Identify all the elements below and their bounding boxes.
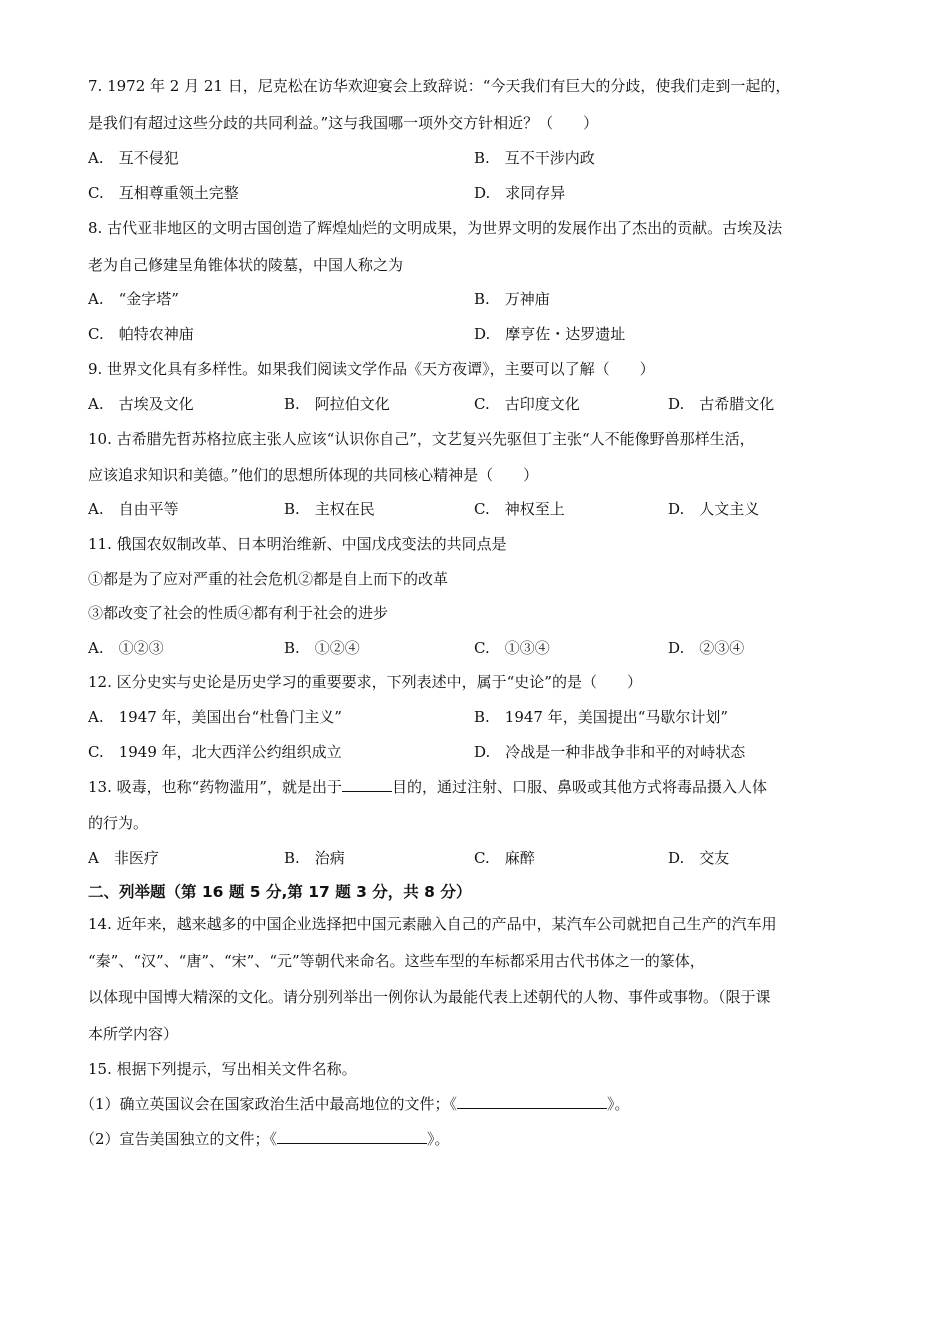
q15-item-1-answer-blank[interactable] bbox=[457, 1094, 607, 1109]
q7-stem-line2: 是我们有超过这些分歧的共同利益。”这与我国哪一项外交方针相近？（ ） bbox=[88, 114, 599, 132]
q7-option-d: D. 求同存异 bbox=[474, 184, 566, 202]
q7-option-b: B. 互不干涉内政 bbox=[474, 149, 595, 167]
q11-option-a: A. ①②③ bbox=[88, 639, 164, 657]
q14-stem-line3: 以体现中国博大精深的文化。请分别列举出一例你认为最能代表上述朝代的人物、事件或事物。（限于课 bbox=[88, 988, 771, 1006]
q12-option-d: D. 冷战是一种非战争非和平的对峙状态 bbox=[474, 743, 746, 761]
q13-option-b: B. 治病 bbox=[284, 849, 345, 867]
q10-stem-line1: 10. 古希腊先哲苏格拉底主张人应该“认识你自己”，文艺复兴先驱但丁主张“人不能像野兽那样生活， bbox=[88, 430, 755, 448]
q15-item-2-prompt: （2）宣告美国独立的文件；《 bbox=[80, 1130, 278, 1148]
q11-stem-line1: 11. 俄国农奴制改革、日本明治维新、中国戊戌变法的共同点是 bbox=[88, 535, 507, 553]
q11-option-c: C. ①③④ bbox=[474, 639, 550, 657]
q10-option-a: A. 自由平等 bbox=[88, 500, 179, 518]
q15-item-1-prompt: （1）确立英国议会在国家政治生活中最高地位的文件；《 bbox=[80, 1095, 458, 1113]
q7-option-c: C. 互相尊重领土完整 bbox=[88, 184, 239, 202]
q14-stem-line1: 14. 近年来，越来越多的中国企业选择把中国元素融入自己的产品中，某汽车公司就把自己生产的汽车用 bbox=[88, 915, 777, 933]
q8-stem-line2: 老为自己修建呈角锥体状的陵墓，中国人称之为 bbox=[88, 256, 404, 274]
q9-option-c: C. 古印度文化 bbox=[474, 395, 580, 413]
q11-option-d: D. ②③④ bbox=[668, 639, 745, 657]
q15-item-2-answer-blank[interactable] bbox=[277, 1129, 427, 1144]
q15-item-2-close: 》。 bbox=[427, 1130, 450, 1148]
q8-option-c: C. 帕特农神庙 bbox=[88, 325, 194, 343]
q10-option-b: B. 主权在民 bbox=[284, 500, 375, 518]
q13-stem-text-before-blank: 13. 吸毒，也称“药物滥用”，就是出于 bbox=[88, 778, 342, 796]
q10-option-c: C. 神权至上 bbox=[474, 500, 565, 518]
q12-stem-line1: 12. 区分史实与史论是历史学习的重要要求，下列表述中，属于“史论”的是（ ） bbox=[88, 673, 642, 691]
q13-stem-line1 bbox=[88, 777, 767, 797]
section-2-heading: 二、列举题（第 16 题 5 分,第 17 题 3 分，共 8 分） bbox=[88, 883, 472, 901]
q10-stem-line2: 应该追求知识和美德。”他们的思想所体现的共同核心精神是（ ） bbox=[88, 466, 539, 484]
q13-option-a: A 非医疗 bbox=[88, 849, 159, 867]
q7-option-a: A. 互不侵犯 bbox=[88, 149, 179, 167]
q8-option-d: D. 摩亨佐・达罗遗址 bbox=[474, 325, 626, 343]
q9-option-b: B. 阿拉伯文化 bbox=[284, 395, 390, 413]
q14-stem-line4: 本所学内容） bbox=[88, 1025, 179, 1043]
q10-option-d: D. 人文主义 bbox=[668, 500, 760, 518]
q11-option-b: B. ①②④ bbox=[284, 639, 360, 657]
q11-stem-line3: ③都改变了社会的性质④都有利于社会的进步 bbox=[88, 604, 389, 622]
q8-stem-line1: 8. 古代亚非地区的文明古国创造了辉煌灿烂的文明成果，为世界文明的发展作出了杰出的贡献。古埃及法 bbox=[88, 219, 783, 237]
q12-option-c: C. 1949 年，北大西洋公约组织成立 bbox=[88, 743, 342, 761]
q15-stem-line1: 15. 根据下列提示，写出相关文件名称。 bbox=[88, 1060, 357, 1078]
q13-fill-blank bbox=[342, 777, 392, 792]
exam-page bbox=[80, 0, 878, 1344]
q9-option-d: D. 古希腊文化 bbox=[668, 395, 775, 413]
q15-item-1-close: 》。 bbox=[607, 1095, 630, 1113]
q11-stem-line2: ①都是为了应对严重的社会危机②都是自上而下的改革 bbox=[88, 570, 449, 588]
q13-option-c: C. 麻醉 bbox=[474, 849, 535, 867]
q8-option-b: B. 万神庙 bbox=[474, 290, 550, 308]
q7-stem-line1: 7. 1972 年 2 月 21 日，尼克松在访华欢迎宴会上致辞说：“今天我们有巨大的分歧，使我们走到一起的， bbox=[88, 77, 791, 95]
q15-item-1 bbox=[80, 1094, 630, 1114]
q13-stem-line2: 的行为。 bbox=[88, 814, 149, 832]
q12-option-b: B. 1947 年，美国提出“马歇尔计划” bbox=[474, 708, 729, 726]
q9-option-a: A. 古埃及文化 bbox=[88, 395, 194, 413]
q13-option-d: D. 交友 bbox=[668, 849, 730, 867]
q13-stem-text-after-blank: 目的，通过注射、口服、鼻吸或其他方式将毒品摄入人体 bbox=[391, 778, 767, 796]
q9-stem-line1: 9. 世界文化具有多样性。如果我们阅读文学作品《天方夜谭》，主要可以了解（ ） bbox=[88, 360, 655, 378]
q12-option-a: A. 1947 年，美国出台“杜鲁门主义” bbox=[88, 708, 342, 726]
q8-option-a: A. “金字塔” bbox=[88, 290, 179, 308]
q15-item-2 bbox=[80, 1129, 450, 1149]
q14-stem-line2: “秦”、“汉”、“唐”、“宋”、“元”等朝代来命名。这些车型的车标都采用古代书体之一的篆体， bbox=[88, 952, 705, 970]
